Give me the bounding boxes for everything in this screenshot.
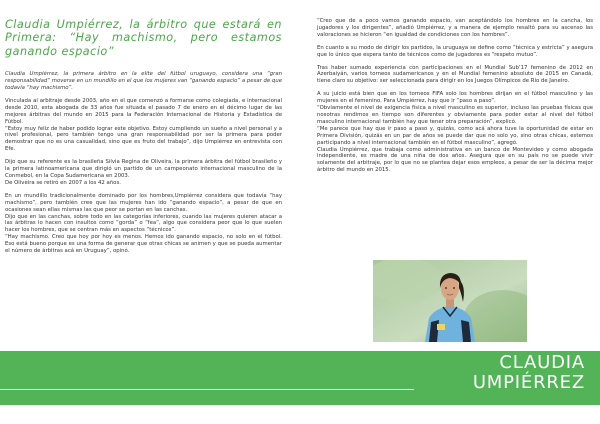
paragraph: “Me parece que hay que ir paso a paso y, quizás, como acá ahora tuve la oportunidad de estar en Primera División, quizás en un par de años se puede dar que no solo yo, sino otras chicas, estemos participando a nivel internacional también en el fútbol masculino”, agregó.: [317, 125, 593, 146]
paragraph: “Hay machismo. Creo que hoy por hoy es menos. Hemos ido ganando espacio, no solo en el fútbol. Eso está bueno porque es una forma de generar que otras chicas se animen y que se pueda aumentar el número de árbitras acá en Uruguay”, opinó.: [5, 234, 282, 255]
paragraph: Dijo que en las canchas, sobre todo en las categorías inferiores, cuando las mujeres quieren atacar a las árbitras lo hacen con insultos como “gorda” o “fea”, algo que considera peor que lo que suelen hacer los hombres, que se centran más en aspectos “técnicos”.: [5, 213, 282, 234]
paragraph: De Oliveira se retiró en 2007 a los 42 años.: [5, 179, 121, 186]
paragraph: A su juicio está bien que en los torneos FIFA solo los hombres dirijan en el fútbol masculino y las mujeres en el femenino. Para Umpiérrez, hay que ir “paso a paso”.: [317, 91, 593, 105]
article-lead: Claudia Umpiérrez, la primera árbitro en la elite del fútbol uruguayo, considera una “gran responsabilidad” moverse en un mundillo en el que los mujeres van “ganando espacio” a pesar de que todavía “hay machismo”.: [5, 71, 282, 92]
banner-first-name: CLAUDIA: [499, 352, 585, 373]
paragraph: Tras haber sumado experiencia con participaciones en el Mundial Sub’17 femenino de 2012 en Azerbaiyán, varios torneos sudamericanos y en el Mundial femenino absoluto de 2015 en Canadá, tiene claro su objetivo: ser seleccionada para dirigir en los Juegos Olímpicos de Río de Janeiro.: [317, 64, 593, 85]
left-column: [5, 18, 282, 261]
banner-divider: [0, 389, 414, 390]
paragraph: Dijo que su referente es la brasileña Silvia Regina de Oliveira, la primera árbitra del fútbol brasileño y la primera latinoamericana que dirigió un partido de un campeonato internacional masculino de la Conmebol, en la Copa Sudamericana en 2003.: [5, 159, 282, 179]
paragraph: En un mundillo tradicionalmente dominado por los hombres,Umpiérrez considera que todavía “hay machismo”, pero también cree que las mujeres han ido “ganando espacio”, a pesar de que en ocasiones sean ellas mismas las que peor se portan en las canchas.: [5, 192, 282, 213]
paragraph: “Obviamente el nivel de exigencia física a nivel masculino es superior, incluso las pruebas físicas que nosotras rendimos en tiempo son diferentes y obviamente para poder estar al nivel del fútbol masculino internacional también hay que tener otra preparación”, explicó.: [317, 105, 593, 125]
paragraph: “Creo que de a poco vamos ganando espacio, van aceptándolo los hombres en la cancha, los jugadores y los dirigentes”, añadió Umpiérrez, y a manera de ejemplo resaltó para su ascenso las valoraciones se hicieron “en igualdad de condiciones con los hombres”.: [317, 18, 593, 38]
banner-last-name: UMPIÉRREZ: [472, 372, 585, 393]
paragraph: Claudia Umpiérrez, que trabaja como administrativa en un banco de Montevideo y como abogada independiente, es madre de una niña de dos años. Asegura que en su país no se puede vivir solamente del arbitraje, por lo que no se plantea dejar esos empleos, a pesar de ser la décima mejor árbitro del mundo en 2015.: [317, 146, 593, 174]
paragraph: “Estoy muy feliz de haber podido lograr este objetivo. Estoy cumpliendo un sueño a nivel personal y a nivel profesional, pero también tengo una gran responsabilidad por ser la primera para poder demostrar que no es una casualidad, sino que es fruto del trabajo”, dijo Umpiérrez en entrevista con Efe.: [5, 125, 282, 153]
paragraph: En cuanto a su modo de dirigir los partidos, la uruguaya se define como “técnica y estricta” y asegura que lo único que espera tanto de técnicos como de jugadores es “respeto mutuo”.: [317, 44, 593, 58]
banner-name: [473, 353, 585, 393]
article-title: Claudia Umpiérrez, la árbitro que estará en Primera: “Hay machismo, pero estamos ganando espacio”: [5, 18, 282, 58]
right-column: [317, 18, 593, 180]
referee-photo: [373, 260, 527, 342]
paragraph: Vinculada al arbitraje desde 2003, año en el que comenzó a formarse como colegiada, e internacional desde 2010, esta abogada de 33 años fue situada el pasado 7 de enero en el décimo lugar de las mejores árbitras del mundo en 2015 para la Federación Internacional de Historia y Estadística de Fútbol.: [5, 97, 282, 125]
